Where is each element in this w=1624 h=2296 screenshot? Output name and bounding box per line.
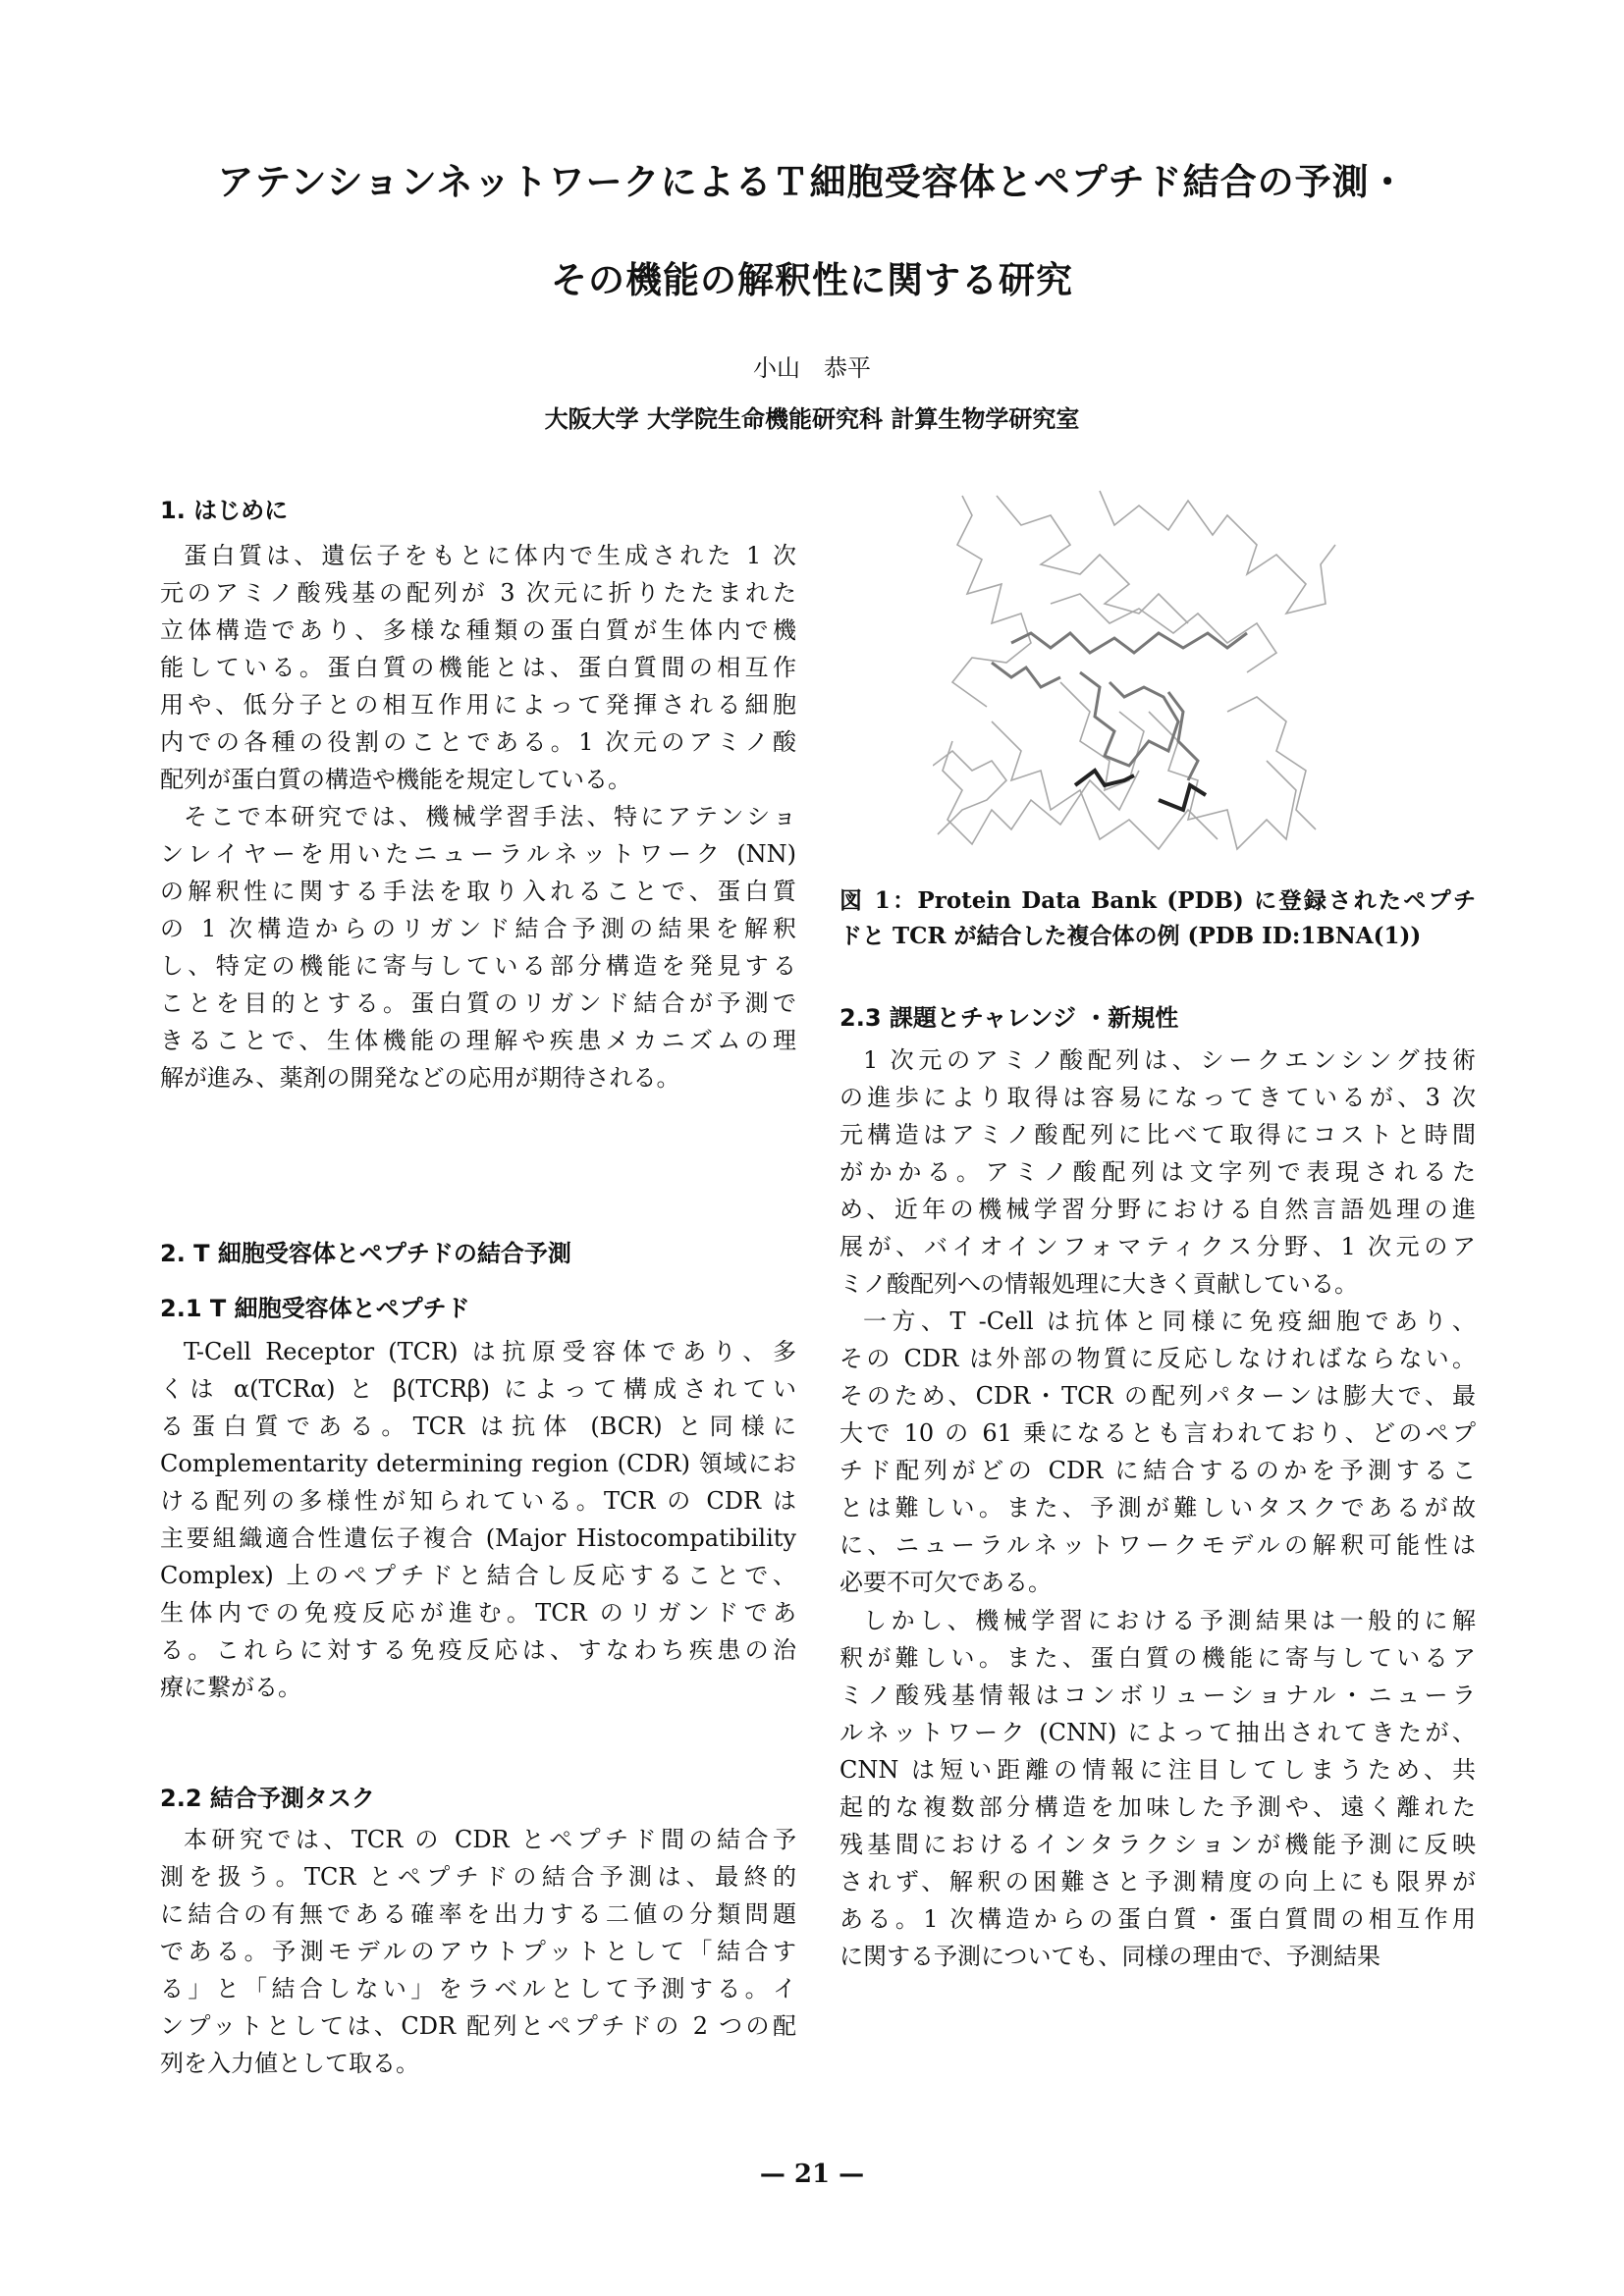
challenges-paragraph-3-line: ルネットワーク (CNN) によって抽出されてきたが、 <box>839 1719 1476 1746</box>
intro-paragraph-1-line: 配列が蛋白質の構造や機能を規定している。 <box>160 766 631 793</box>
tcr-peptide-paragraph-line: くは α(TCRα) と β(TCRβ) によって構成されてい <box>160 1375 796 1403</box>
intro-paragraph-2-line: の 1 次構造からのリガンド結合予測の結果を解釈 <box>160 915 796 942</box>
challenges-paragraph-2-line: 一方、T -Cell は抗体と同様に免疫細胞であり、 <box>863 1308 1476 1335</box>
tcr-peptide-paragraph-line: ける配列の多様性が知られている。TCR の CDR は <box>160 1487 796 1515</box>
challenges-paragraph-2-line: 大で 10 の 61 乗になるとも言われており、どのペプ <box>839 1419 1476 1447</box>
challenges-paragraph-3-line: されず、解釈の困難さと予測精度の向上にも限界が <box>839 1868 1476 1896</box>
challenges-paragraph-3-line: 釈が難しい。また、蛋白質の機能に寄与しているア <box>839 1644 1476 1672</box>
challenges-paragraph-1-line: 1 次元のアミノ酸配列は、シークエンシング技術 <box>863 1046 1476 1074</box>
challenges-paragraph-3-line: しかし、機械学習における予測結果は一般的に解 <box>863 1607 1476 1634</box>
intro-paragraph-1-line: 蛋白質は、遺伝子をもとに体内で生成された 1 次 <box>184 542 796 569</box>
challenges-paragraph-1-line: ミノ酸配列への情報処理に大きく貢献している。 <box>839 1270 1358 1298</box>
intro-paragraph-1-line: 内での各種の役割のことである。1 次元のアミノ酸 <box>160 728 796 756</box>
paper-title-line-2: その機能の解釈性に関する研究 <box>551 259 1073 301</box>
intro-paragraph-2-line: の解釈性に関する手法を取り入れることで、蛋白質 <box>160 878 796 905</box>
peptide-ligand-sticks <box>992 633 1247 780</box>
intro-paragraph-2-line: きることで、生体機能の理解や疾患メカニズムの理 <box>160 1027 796 1054</box>
challenges-paragraph-2-line: チド配列がどの CDR に結合するのかを予測するこ <box>839 1457 1476 1484</box>
binding-task-paragraph-line: である。予測モデルのアウトプットとして「結合す <box>160 1938 796 1965</box>
protein-structure-figure <box>933 486 1345 859</box>
binding-task-paragraph-line: 列を入力値として取る。 <box>160 2050 419 2077</box>
figure-caption-line: ドと TCR が結合した複合体の例 (PDB ID:1BNA(1)) <box>839 923 1422 949</box>
binding-task-paragraph-line: ンプットとしては、CDR 配列とペプチドの 2 つの配 <box>160 2012 796 2040</box>
challenges-paragraph-3-line: CNN は短い距離の情報に注目してしまうため、共 <box>839 1756 1476 1784</box>
author-name: 小山 恭平 <box>753 354 871 382</box>
tcr-peptide-paragraph-line: Complex) 上のペプチドと結合し反応することで、 <box>160 1562 796 1589</box>
challenges-paragraph-3-line: ある。1 次構造からの蛋白質・蛋白質間の相互作用 <box>839 1905 1476 1933</box>
challenges-paragraph-1-line: め、近年の機械学習分野における自然言語処理の進 <box>839 1196 1476 1223</box>
challenges-paragraph-2-line: 必要不可欠である。 <box>839 1569 1052 1596</box>
intro-paragraph-1-line: 立体構造であり、多様な種類の蛋白質が生体内で機 <box>160 616 796 644</box>
intro-paragraph-2-line: 解が進み、薬剤の開発などの応用が期待される。 <box>160 1064 680 1092</box>
binding-task-paragraph-line: る」と「結合しない」をラベルとして予測する。イ <box>160 1975 796 2002</box>
binding-task-paragraph-line: 測を扱う。TCR とペプチドの結合予測は、最終的 <box>160 1863 796 1891</box>
tcr-peptide-paragraph-line: る蛋白質である。TCR は抗体 (BCR) と同様に <box>160 1413 796 1440</box>
intro-paragraph-2-line: ンレイヤーを用いたニューラルネットワーク (NN) <box>160 840 796 868</box>
intro-paragraph-2-line: ことを目的とする。蛋白質のリガンド結合が予測で <box>160 989 796 1017</box>
challenges-paragraph-3-line: 残基間におけるインタラクションが機能予測に反映 <box>839 1831 1476 1858</box>
tcr-peptide-paragraph-line: 療に繋がる。 <box>160 1674 301 1701</box>
challenges-paragraph-2-line: とは難しい。また、予測が難しいタスクであるが故 <box>839 1494 1476 1522</box>
binding-task-paragraph-line: に結合の有無である確率を出力する二値の分類問題 <box>160 1900 796 1928</box>
challenges-paragraph-1-line: の進歩により取得は容易になってきているが、3 次 <box>839 1084 1476 1111</box>
tcr-peptide-paragraph-line: る。これらに対する免疫反応は、すなわち疾患の治 <box>160 1636 796 1664</box>
protein-backbone-trace <box>933 491 1335 849</box>
challenges-paragraph-2-line: に、ニューラルネットワークモデルの解釈可能性は <box>839 1531 1476 1559</box>
challenges-paragraph-1-line: 展が、バイオインフォマティクス分野、1 次元のア <box>839 1233 1476 1260</box>
subsection-heading-2-2: 2.2 結合予測タスク <box>160 1785 375 1812</box>
section-heading-2: 2. T 細胞受容体とペプチドの結合予測 <box>160 1240 571 1267</box>
intro-paragraph-2-line: そこで本研究では、機械学習手法、特にアテンショ <box>184 803 796 830</box>
subsection-heading-2-3: 2.3 課題とチャレンジ ・新規性 <box>839 1004 1179 1032</box>
challenges-paragraph-3-line: ミノ酸残基情報はコンボリューショナル・ニューラ <box>839 1682 1476 1709</box>
author-affiliation: 大阪大学 大学院生命機能研究科 計算生物学研究室 <box>544 405 1080 433</box>
challenges-paragraph-3-line: 起的な複数部分構造を加味した予測や、遠く離れた <box>839 1793 1476 1821</box>
challenges-paragraph-1-line: がかかる。アミノ酸配列は文字列で表現されるた <box>839 1158 1476 1186</box>
binding-task-paragraph-line: 本研究では、TCR の CDR とペプチド間の結合予 <box>184 1826 796 1853</box>
figure-caption-line: 図 1：Protein Data Bank (PDB) に登録されたペプチ <box>839 887 1476 914</box>
page-number: — 21 — <box>759 2160 865 2189</box>
challenges-paragraph-2-line: そのため、CDR・TCR の配列パターンは膨大で、最 <box>839 1382 1476 1410</box>
challenges-paragraph-2-line: その CDR は外部の物質に反応しなければならない。 <box>839 1345 1476 1372</box>
intro-paragraph-1-line: 用や、低分子との相互作用によって発揮される細胞 <box>160 691 796 719</box>
intro-paragraph-2-line: し、特定の機能に寄与している部分構造を発見する <box>160 952 796 980</box>
paper-title-line-1: アテンションネットワークによるＴ細胞受容体とペプチド結合の予測・ <box>217 161 1407 203</box>
challenges-paragraph-3-line: に関する予測についても、同様の理由で、予測結果 <box>839 1943 1381 1970</box>
section-heading-introduction: 1. はじめに <box>160 497 289 524</box>
challenges-paragraph-1-line: 元構造はアミノ酸配列に比べて取得にコストと時間 <box>839 1121 1476 1148</box>
tcr-peptide-paragraph-line: 主要組織適合性遺伝子複合 (Major Histocompatibility <box>160 1524 796 1552</box>
tcr-peptide-paragraph-line: Complementarity determining region (CDR) 領域にお <box>160 1450 796 1477</box>
intro-paragraph-1-line: 能している。蛋白質の機能とは、蛋白質間の相互作 <box>160 654 796 681</box>
intro-paragraph-1-line: 元のアミノ酸残基の配列が 3 次元に折りたたまれた <box>160 579 796 607</box>
tcr-peptide-paragraph-line: T-Cell Receptor (TCR) は抗原受容体であり、多 <box>184 1338 796 1365</box>
subsection-heading-2-1: 2.1 T 細胞受容体とペプチド <box>160 1295 470 1322</box>
tcr-peptide-paragraph-line: 生体内での免疫反応が進む。TCR のリガンドであ <box>160 1599 796 1627</box>
